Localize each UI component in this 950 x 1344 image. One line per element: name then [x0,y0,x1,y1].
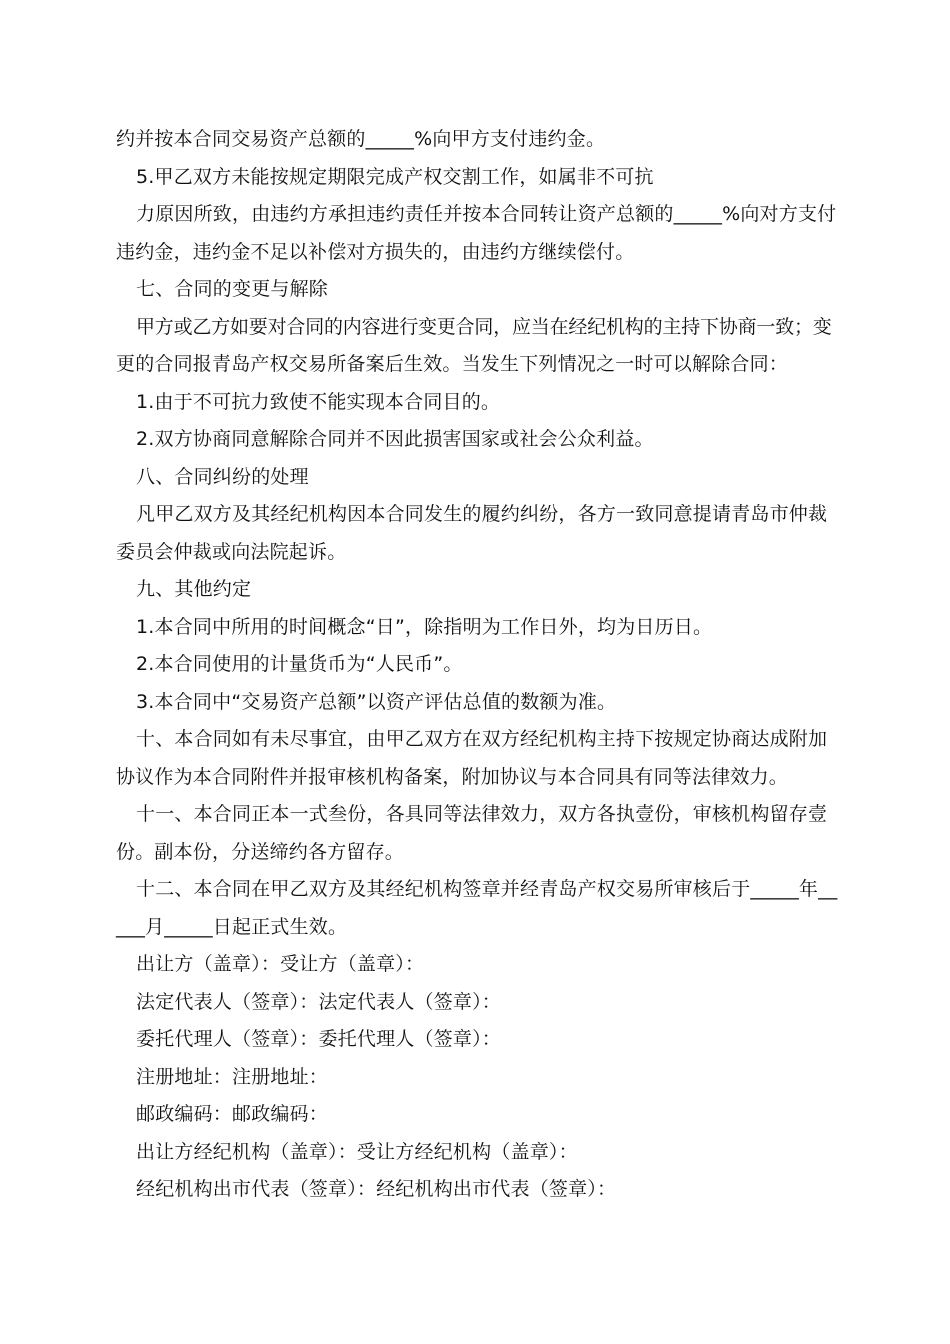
text-line: 经纪机构出市代表（签章）：经纪机构出市代表（签章）： [136,1178,617,1200]
text-line: 2.双方协商同意解除合同并不因此损害国家或社会公众利益。 [136,428,654,450]
text-line: 5.甲乙双方未能按规定期限完成产权交割工作，如属非不可抗 [136,165,654,188]
text-line: 更的合同报青岛产权交易所备案后生效。当发生下列情况之一时可以解除合同： [116,353,789,375]
text-line: 出让方（盖章）：受让方（盖章）： [136,953,425,975]
text-line: 十二、本合同在甲乙双方及其经纪机构签章并经青岛产权交易所审核后于_____年__ [136,878,838,900]
text-line: 约并按本合同交易资产总额的_____%向甲方支付违约金。 [116,128,606,150]
text-line: 1.由于不可抗力致使不能实现本合同目的。 [136,390,501,413]
text-line: 九、其他约定 [136,578,252,600]
text-line: 委托代理人（签章）：委托代理人（签章）： [136,1028,502,1050]
text-line: 出让方经纪机构（盖章）：受让方经纪机构（盖章）： [136,1140,578,1163]
text-line: 力原因所致，由违约方承担违约责任并按本合同转让资产总额的_____%向对方支付 [136,203,837,225]
text-line: 3.本合同中“交易资产总额”以资产评估总值的数额为准。 [136,690,617,713]
text-line: 十、本合同如有未尽事宜，由甲乙双方在双方经纪机构主持下按规定协商达成附加 [136,728,828,750]
text-line: 1.本合同中所用的时间概念“日”，除指明为工作日外，均为日历日。 [136,615,713,638]
text-line: 凡甲乙双方及其经纪机构因本合同发生的履约纠纷，各方一致同意提请青岛市仲裁 [136,503,828,525]
text-line: 七、合同的变更与解除 [136,278,329,300]
text-line: 甲方或乙方如要对合同的内容进行变更合同，应当在经纪机构的主持下协商一致；变 [136,315,832,338]
text-line: 注册地址：注册地址： [136,1065,329,1088]
text-line: 法定代表人（签章）：法定代表人（签章）： [136,990,502,1013]
text-line: 邮政编码：邮政编码： [136,1103,329,1125]
text-line: 协议作为本合同附件并报审核机构备案，附加协议与本合同具有同等法律效力。 [116,765,789,788]
text-line: 委员会仲裁或向法院起诉。 [116,540,347,563]
text-line: 十一、本合同正本一式叁份，各具同等法律效力，双方各执壹份，审核机构留存壹 [136,803,828,825]
text-line: ___月_____日起正式生效。 [116,915,348,938]
text-line: 违约金，违约金不足以补偿对方损失的，由违约方继续偿付。 [116,240,635,263]
text-line: 份。副本份，分送缔约各方留存。 [116,840,405,863]
text-line: 八、合同纠纷的处理 [136,465,309,488]
contract-text-body [116,121,838,1209]
text-line: 2.本合同使用的计量货币为“人民币”。 [136,653,463,675]
